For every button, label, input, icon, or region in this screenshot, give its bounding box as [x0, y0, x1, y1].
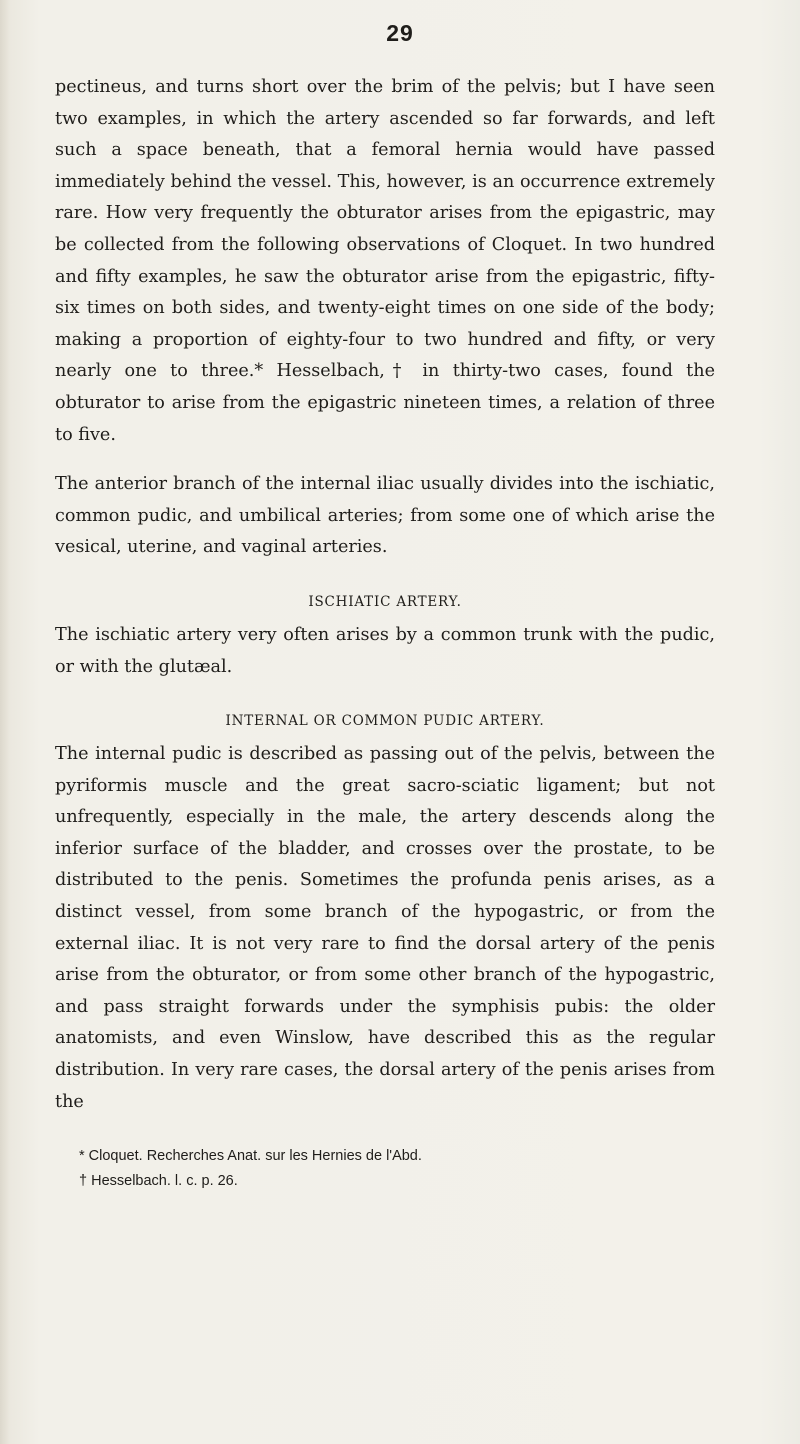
paragraph-anterior-branch: The anterior branch of the internal iliac usually divides into the ischiatic, common pudic, and umbilical arteries; from some one of which arise the vesical, uterine, and vaginal arteries.: [55, 474, 715, 558]
paragraph-pudic-artery: The internal pudic is described as passing out of the pelvis, between the pyriformis muscle and the great sacro-sciatic ligament; but not unfrequently, especially in the male, the artery descends along the inferior surface of the bladder, and crosses over the prostate, to be distributed to the penis. Sometimes the profunda penis arises, as a distinct vessel, from some branch of the hypogastric, or from the external iliac. It is not very rare to find the dorsal artery of the penis arise from the obturator, or from some other branch of the hypogastric, and pass straight forwards under the symphisis pubis: the older anatomists, and even Winslow, have described this as the regular distribution. In very rare cases, the dorsal artery of the penis arises from the: [55, 744, 715, 1112]
footnotes: [55, 1144, 715, 1194]
text-column: [55, 72, 715, 1194]
footnote-cloquet: * Cloquet. Recherches Anat. sur les Hernies de l'Abd.: [79, 1148, 422, 1165]
footnote-hesselbach: † Hesselbach. l. c. p. 26.: [79, 1173, 238, 1190]
heading-pudic-artery: INTERNAL OR COMMON PUDIC ARTERY.: [225, 713, 545, 730]
paragraph-obturator: pectineus, and turns short over the brim of the pelvis; but I have seen two examples, in which the artery ascended so far forwards, and left such a space beneath, that a femoral hernia would have passed immediately behind the vessel. This, however, is an occurrence extremely rare. How very frequently the obturator arises from the epigastric, may be collected from the following observations of Cloquet. In two hundred and fifty examples, he saw the obturator arise from the epigastric, fifty-six times on both sides, and twenty-eight times on one side of the body; making a proportion of eighty-four to two hundred and fifty, or very nearly one to three.* Hesselbach,† in thirty-two cases, found the obturator to arise from the epigastric nineteen times, a relation of three to five.: [55, 77, 715, 445]
page-number: 29: [386, 20, 414, 46]
heading-ischiatic-artery: ISCHIATIC ARTERY.: [308, 593, 462, 610]
paragraph-ischiatic-artery: The ischiatic artery very often arises by a common trunk with the pudic, or with the glutæal.: [55, 624, 715, 677]
